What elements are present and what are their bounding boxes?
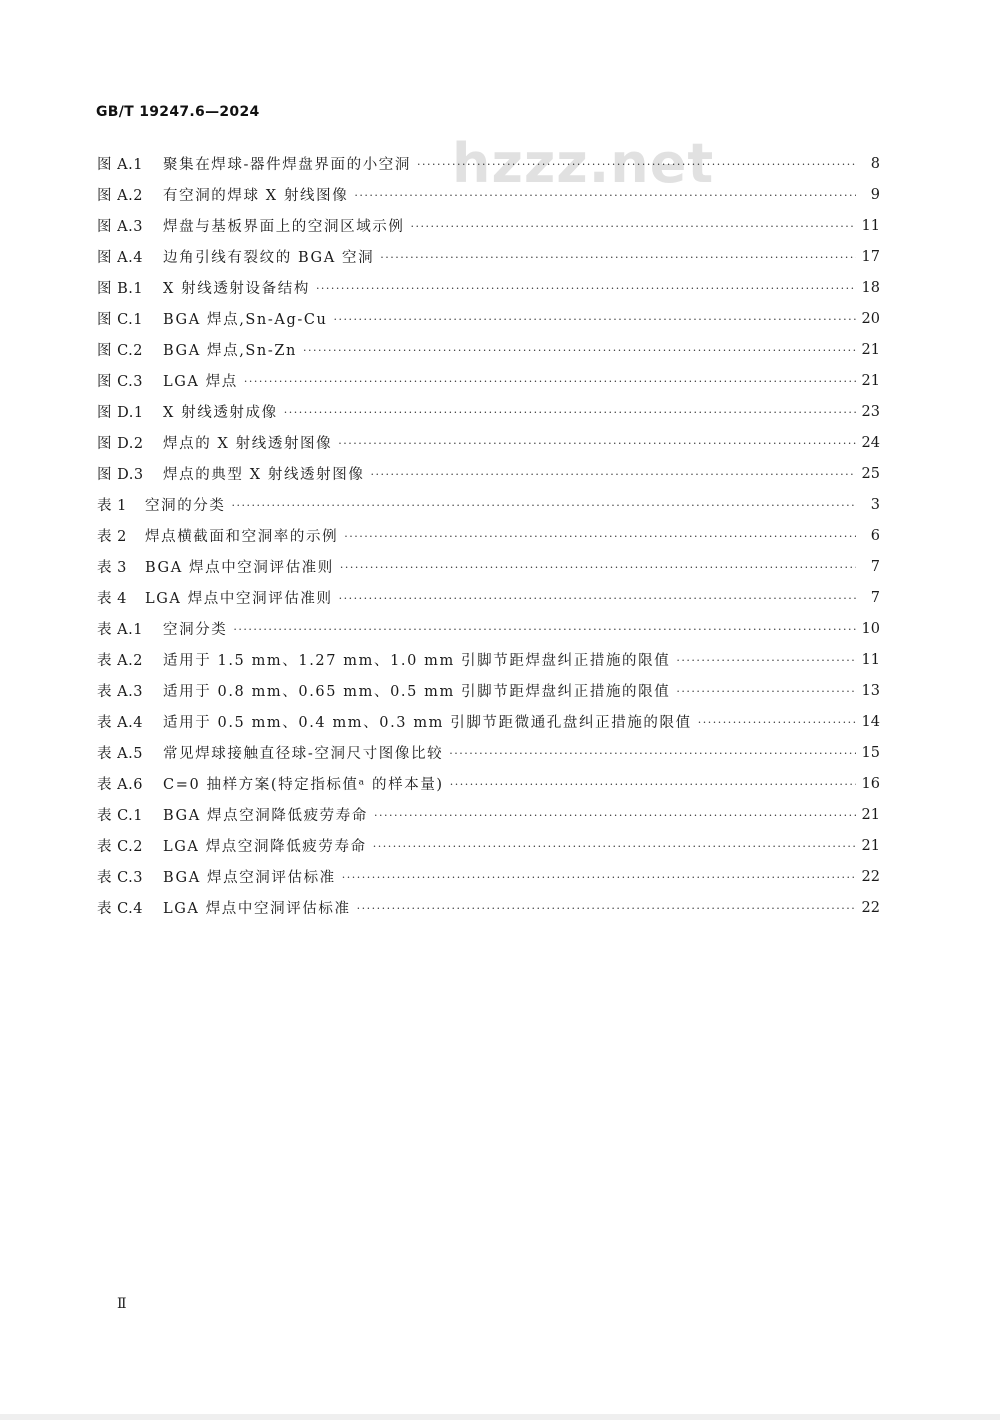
toc-entry[interactable] [97, 768, 880, 799]
toc-entry[interactable] [97, 520, 880, 551]
toc-entry-number: 图 C.1 [97, 312, 144, 328]
toc-entry-title: 适用于 0.5 mm、0.4 mm、0.3 mm 引脚节距微通孔盘纠正措施的限值 [163, 715, 692, 731]
toc-entry[interactable] [97, 334, 880, 365]
toc-entry-number: 表 A.3 [97, 684, 143, 700]
toc-entry[interactable] [97, 737, 880, 768]
toc-entry-title: 空洞分类 [163, 622, 228, 638]
toc-entry-title: X 射线透射设备结构 [163, 281, 310, 297]
toc-dot-leader [411, 221, 856, 232]
toc-entry-number: 表 3 [97, 560, 127, 576]
toc-entry-number: 表 A.4 [97, 715, 143, 731]
toc-entry[interactable] [97, 551, 880, 582]
toc-dot-leader [333, 314, 855, 325]
toc-entry-page: 15 [861, 744, 880, 761]
toc-entry[interactable] [97, 489, 880, 520]
toc-entry[interactable] [97, 365, 880, 396]
toc-entry-number: 图 D.3 [97, 467, 144, 483]
toc-dot-leader [338, 438, 855, 449]
toc-entry-page: 11 [861, 217, 880, 234]
toc-dot-leader [380, 252, 855, 263]
toc-entry-page: 17 [861, 248, 880, 265]
toc-entry-number: 图 C.2 [97, 343, 144, 359]
toc-entry[interactable] [97, 210, 880, 241]
toc-entry-title: 焊点的典型 X 射线透射图像 [163, 467, 365, 483]
toc-dot-leader [344, 531, 856, 542]
toc-entry-title: LGA 焊点空洞降低疲劳寿命 [163, 839, 367, 855]
toc-entry[interactable] [97, 241, 880, 272]
toc-dot-leader [417, 159, 856, 170]
toc-entry-title: BGA 焊点,Sn-Ag-Cu [163, 312, 328, 328]
toc-entry-number: 表 1 [97, 498, 127, 514]
toc-entry-title: 焊点的 X 射线透射图像 [163, 436, 333, 452]
toc-dot-leader [450, 779, 856, 790]
toc-dot-leader [373, 841, 856, 852]
toc-entry-title: C=0 抽样方案(特定指标值ᵃ 的样本量) [163, 777, 444, 793]
toc-entry-page: 21 [861, 837, 880, 854]
toc-entry-page: 8 [870, 155, 880, 172]
toc-dot-leader [316, 283, 856, 294]
toc-entry[interactable] [97, 706, 880, 737]
toc-entry[interactable] [97, 582, 880, 613]
toc-dot-leader [303, 345, 856, 356]
toc-dot-leader [339, 593, 856, 604]
toc-dot-leader [449, 748, 855, 759]
toc-entry[interactable] [97, 675, 880, 706]
toc-entry-page: 22 [861, 899, 880, 916]
watermark-text: hzzz.net [452, 132, 715, 195]
toc-entry-title: BGA 焊点中空洞评估准则 [145, 560, 334, 576]
toc-entry[interactable] [97, 427, 880, 458]
toc-entry-number: 图 A.1 [97, 157, 143, 173]
toc-entry-title: 有空洞的焊球 X 射线图像 [163, 188, 349, 204]
toc-entry-page: 18 [861, 279, 880, 296]
toc-entry[interactable] [97, 303, 880, 334]
toc-dot-leader [233, 624, 855, 635]
toc-entry-number: 表 C.4 [97, 901, 144, 917]
toc-entry-page: 23 [861, 403, 880, 420]
toc-entry[interactable] [97, 613, 880, 644]
toc-entry-page: 11 [861, 651, 880, 668]
toc-dot-leader [370, 469, 855, 480]
toc-entry-number: 表 C.2 [97, 839, 144, 855]
page-number: Ⅱ [117, 1296, 127, 1312]
toc-entry-title: BGA 焊点空洞评估标准 [163, 870, 336, 886]
toc-entry-page: 9 [870, 186, 880, 203]
toc-entry[interactable] [97, 892, 880, 923]
toc-entry-page: 21 [861, 806, 880, 823]
toc-entry-title: LGA 焊点中空洞评估标准 [163, 901, 351, 917]
toc-entry-page: 7 [870, 589, 880, 606]
toc-dot-leader [354, 190, 856, 201]
page-bottom-edge [0, 1414, 1000, 1420]
toc-dot-leader [357, 903, 856, 914]
toc-entry-title: LGA 焊点 [163, 374, 238, 390]
toc-entry-number: 表 4 [97, 591, 127, 607]
standard-code-header: GB/T 19247.6—2024 [96, 104, 260, 120]
toc-entry-page: 25 [861, 465, 880, 482]
toc-entry-number: 图 B.1 [97, 281, 144, 297]
toc-entry-page: 21 [861, 372, 880, 389]
toc-dot-leader [284, 407, 856, 418]
toc-entry-title: 常见焊球接触直径球-空洞尺寸图像比较 [163, 746, 444, 762]
toc-dot-leader [342, 872, 856, 883]
toc-entry-title: 空洞的分类 [145, 498, 226, 514]
toc-entry-page: 22 [861, 868, 880, 885]
toc-entry-page: 7 [870, 558, 880, 575]
toc-entry-page: 3 [870, 496, 880, 513]
toc-dot-leader [698, 717, 856, 728]
toc-entry-number: 表 A.5 [97, 746, 143, 762]
toc-entry[interactable] [97, 861, 880, 892]
toc-entry[interactable] [97, 644, 880, 675]
toc-entry-page: 24 [861, 434, 880, 451]
toc-dot-leader [232, 500, 857, 511]
toc-dot-leader [340, 562, 856, 573]
toc-entry-number: 图 D.2 [97, 436, 144, 452]
toc-entry[interactable] [97, 458, 880, 489]
toc-entry-number: 表 2 [97, 529, 127, 545]
toc-entry-number: 图 D.1 [97, 405, 144, 421]
table-of-contents-list [97, 148, 880, 923]
toc-entry-page: 13 [861, 682, 880, 699]
toc-entry-title: LGA 焊点中空洞评估准则 [145, 591, 333, 607]
toc-entry-title: BGA 焊点空洞降低疲劳寿命 [163, 808, 368, 824]
toc-entry-page: 10 [861, 620, 880, 637]
toc-dot-leader [676, 686, 855, 697]
toc-entry[interactable] [97, 830, 880, 861]
toc-entry-number: 图 C.3 [97, 374, 144, 390]
toc-entry-page: 6 [870, 527, 880, 544]
toc-entry-title: 焊盘与基板界面上的空洞区域示例 [163, 219, 405, 235]
toc-entry-title: 焊点横截面和空洞率的示例 [145, 529, 339, 545]
toc-entry[interactable] [97, 272, 880, 303]
toc-entry[interactable] [97, 179, 880, 210]
toc-dot-leader [374, 810, 856, 821]
toc-entry-number: 表 C.3 [97, 870, 144, 886]
toc-entry-number: 表 A.2 [97, 653, 143, 669]
toc-entry-page: 14 [861, 713, 880, 730]
toc-dot-leader [676, 655, 855, 666]
toc-entry-page: 16 [861, 775, 880, 792]
toc-entry-page: 21 [861, 341, 880, 358]
toc-entry-number: 表 A.6 [97, 777, 143, 793]
toc-entry-number: 表 A.1 [97, 622, 143, 638]
toc-entry[interactable] [97, 148, 880, 179]
toc-entry-title: 边角引线有裂纹的 BGA 空洞 [163, 250, 375, 266]
toc-dot-leader [244, 376, 856, 387]
toc-entry-number: 表 C.1 [97, 808, 144, 824]
toc-entry-page: 20 [861, 310, 880, 327]
toc-entry[interactable] [97, 799, 880, 830]
toc-entry-number: 图 A.3 [97, 219, 143, 235]
toc-entry-title: 适用于 1.5 mm、1.27 mm、1.0 mm 引脚节距焊盘纠正措施的限值 [163, 653, 671, 669]
toc-entry-title: 聚集在焊球-器件焊盘界面的小空洞 [163, 157, 411, 173]
toc-entry-number: 图 A.4 [97, 250, 143, 266]
toc-entry[interactable] [97, 396, 880, 427]
toc-entry-title: BGA 焊点,Sn-Zn [163, 343, 297, 359]
toc-entry-title: X 射线透射成像 [163, 405, 278, 421]
toc-entry-number: 图 A.2 [97, 188, 143, 204]
toc-entry-title: 适用于 0.8 mm、0.65 mm、0.5 mm 引脚节距焊盘纠正措施的限值 [163, 684, 671, 700]
